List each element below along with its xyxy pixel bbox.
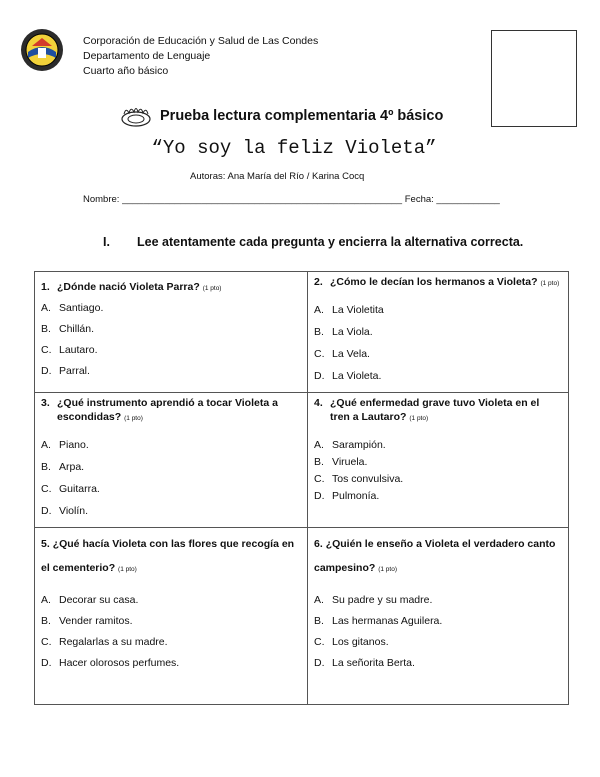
question-text: 2. ¿Cómo le decían los hermanos a Violeta? (1 pto)	[314, 276, 560, 288]
option[interactable]: C. Los gitanos.	[314, 636, 389, 648]
question-text: 4. ¿Qué enfermedad grave tuvo Violeta en el tren a Lautaro? (1 pto)	[314, 397, 540, 423]
question-cell	[308, 393, 569, 528]
question-text: 1. ¿Dónde nació Violeta Parra? (1 pto)	[41, 281, 222, 293]
options-list	[314, 439, 562, 507]
option[interactable]: A. Decorar su casa.	[41, 594, 139, 606]
options-list	[41, 302, 301, 386]
option[interactable]: D. Violín.	[41, 505, 88, 517]
options-list	[41, 439, 301, 527]
option[interactable]: B. Chillán.	[41, 323, 95, 335]
question-cell	[35, 393, 308, 528]
option[interactable]: D. Pulmonía.	[314, 490, 380, 502]
option[interactable]: C. Lautaro.	[41, 344, 98, 356]
options-list	[314, 594, 562, 678]
option[interactable]: B. Vender ramitos.	[41, 615, 133, 627]
question-cell	[308, 528, 569, 705]
option[interactable]: A. Santiago.	[41, 302, 104, 314]
option[interactable]: C. Regalarlas a su madre.	[41, 636, 168, 648]
book-title-text: “Yo soy la feliz Violeta”	[151, 137, 437, 159]
option[interactable]: D. La Violeta.	[314, 370, 382, 382]
options-list	[41, 594, 301, 678]
section-number: I.	[103, 235, 110, 249]
question-text: 3. ¿Qué instrumento aprendió a tocar Violeta a escondidas? (1 pto)	[41, 397, 278, 423]
institution-name: Corporación de Educación y Salud de Las Condes	[83, 35, 319, 47]
option[interactable]: C. Guitarra.	[41, 483, 100, 495]
grade-level: Cuarto año básico	[83, 65, 169, 77]
option[interactable]: D. Parral.	[41, 365, 90, 377]
school-logo	[20, 28, 64, 72]
question-cell	[308, 272, 569, 393]
option[interactable]: B. La Viola.	[314, 326, 373, 338]
option[interactable]: C. Tos convulsiva.	[314, 473, 404, 485]
option[interactable]: B. Viruela.	[314, 456, 368, 468]
authors: Autoras: Ana María del Río / Karina Cocq	[190, 171, 365, 182]
option[interactable]: A. La Violetita	[314, 304, 384, 316]
option[interactable]: B. Arpa.	[41, 461, 85, 473]
ornament-icon	[118, 104, 154, 128]
exam-title: Prueba lectura complementaria 4º básico	[160, 108, 444, 124]
photo-box	[491, 30, 577, 127]
question-cell	[35, 528, 308, 705]
institution-header	[83, 34, 318, 79]
option[interactable]: A. Su padre y su madre.	[314, 594, 433, 606]
question-cell	[35, 272, 308, 393]
option[interactable]: C. La Vela.	[314, 348, 370, 360]
name-date-line: Nombre: _____________________________________________________ Fecha: ____________	[83, 194, 500, 205]
question-text: 5. ¿Qué hacía Violeta con las flores que recogía en el cementerio? (1 pto)	[41, 538, 295, 574]
book-title	[0, 137, 600, 159]
option[interactable]: B. Las hermanas Aguilera.	[314, 615, 443, 627]
question-text: 6. ¿Quién le enseño a Violeta el verdadero canto campesino? (1 pto)	[314, 538, 556, 574]
option[interactable]: A. Sarampión.	[314, 439, 386, 451]
department-name: Departamento de Lenguaje	[83, 50, 211, 62]
questions-table	[34, 271, 569, 705]
option[interactable]: D. Hacer olorosos perfumes.	[41, 657, 180, 669]
section-heading	[103, 235, 523, 249]
section-instruction: Lee atentamente cada pregunta y encierra la alternativa correcta.	[137, 235, 524, 249]
option[interactable]: A. Piano.	[41, 439, 89, 451]
option[interactable]: D. La señorita Berta.	[314, 657, 415, 669]
options-list	[314, 304, 562, 392]
title-row	[118, 104, 443, 128]
